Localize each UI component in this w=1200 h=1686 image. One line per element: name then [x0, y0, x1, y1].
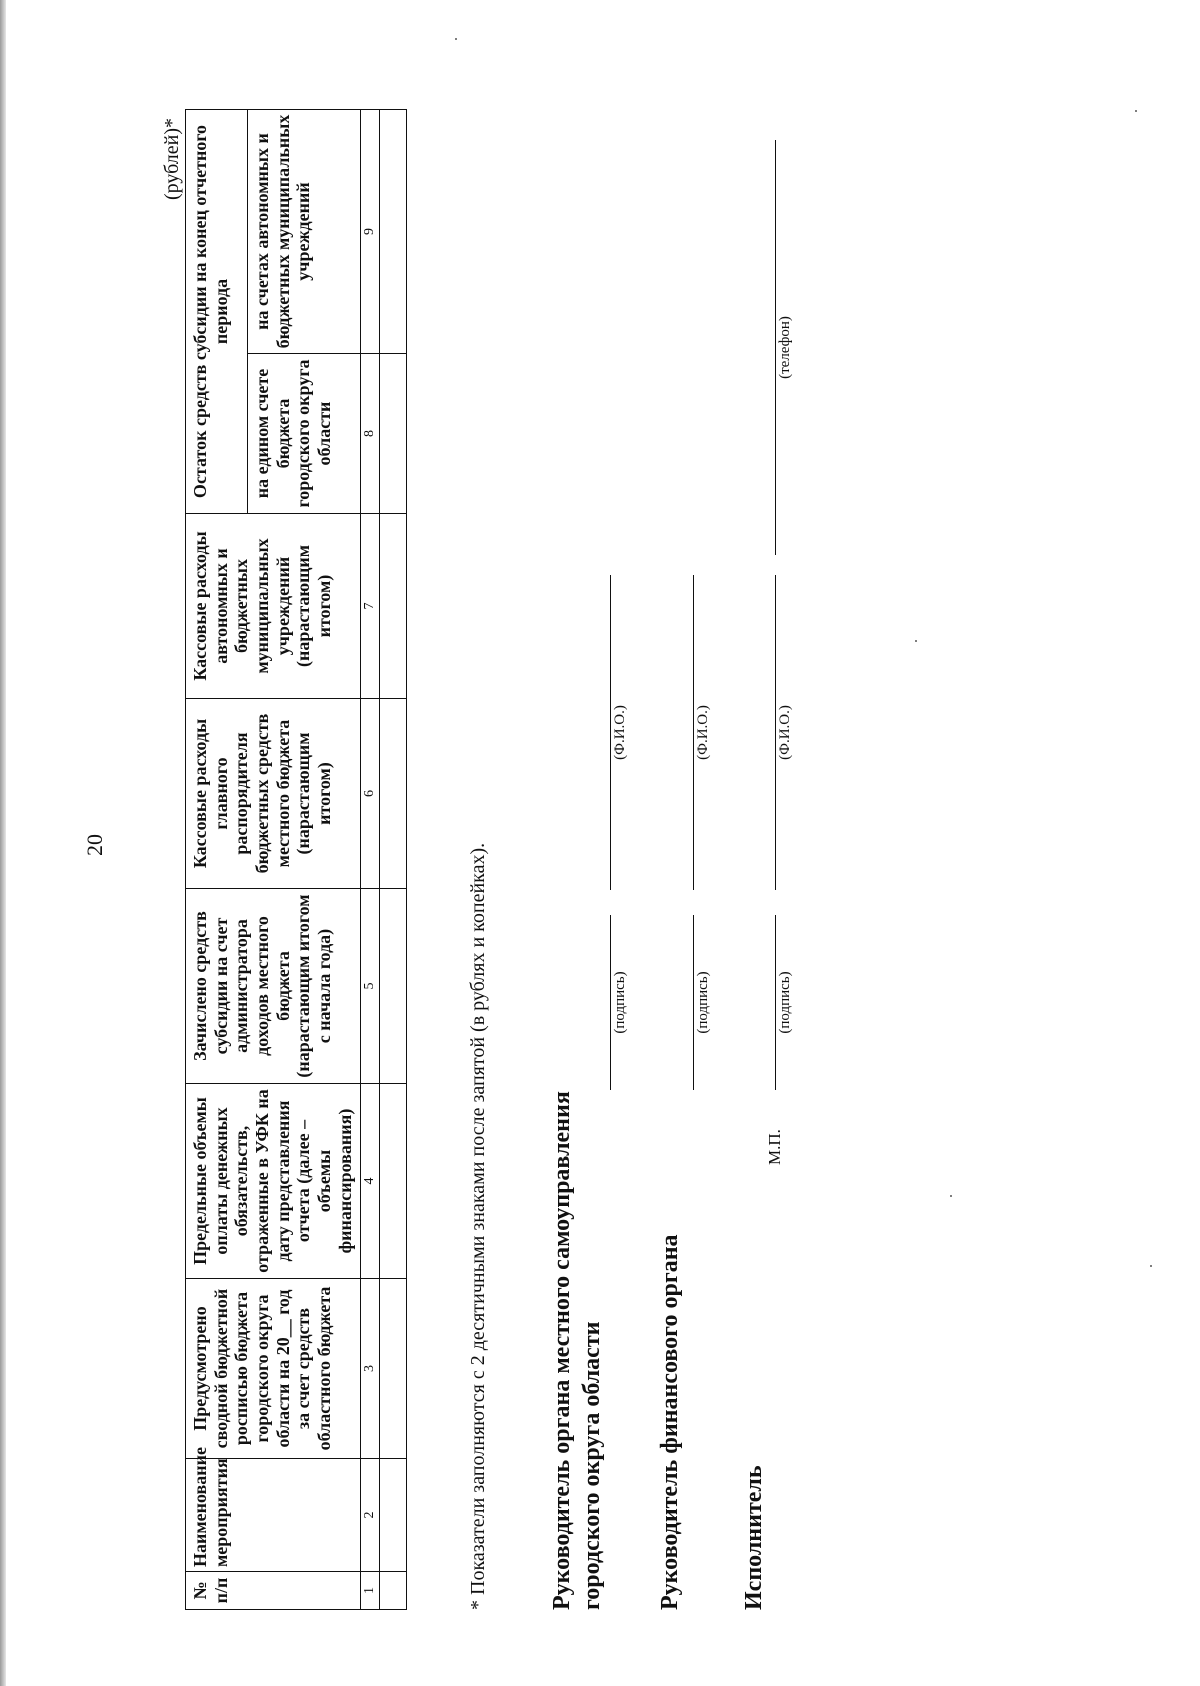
- scan-edge: [0, 0, 6, 1686]
- header-remainder-institutions: на счетах автономных и бюджетных муниципальных учреждений: [247, 109, 360, 353]
- column-number: 2: [360, 1459, 379, 1572]
- units-note: (рублей)*: [161, 118, 183, 201]
- header-cash-main: Кассовые расходы главного распорядителя бюджетных средств местного бюджета (нарастающим итогом): [186, 699, 361, 889]
- table-cell[interactable]: [379, 1459, 406, 1572]
- table-row: [379, 109, 406, 1609]
- header-credited: Зачислено средств субсидии на счет администратора доходов местного бюджета (нарастающим итогом с начала года): [186, 889, 361, 1084]
- table-cell[interactable]: [379, 1279, 406, 1459]
- header-row: [186, 109, 248, 1609]
- signature-caption: (подпись): [777, 971, 793, 1034]
- table-cell[interactable]: [379, 1572, 406, 1610]
- table-cell[interactable]: [379, 109, 406, 353]
- table-cell[interactable]: [379, 514, 406, 699]
- page-number: 20: [82, 834, 107, 856]
- signature-line[interactable]: [775, 915, 776, 1090]
- header-cash-institutions: Кассовые расходы автономных и бюджетных муниципальных учреждений (нарастающим итогом): [186, 514, 361, 699]
- name-caption: (Ф.И.О.): [612, 705, 628, 760]
- column-number: 1: [360, 1572, 379, 1610]
- signature-caption: (подпись): [612, 971, 628, 1034]
- header-planned: Предусмотрено сводной бюджетной росписью бюджета городского округа области на 20__ год за счет средств областного бюджета: [186, 1279, 361, 1459]
- signature-caption: (подпись): [695, 971, 711, 1034]
- head-local-line1: Руководитель органа местного самоуправления: [549, 1091, 575, 1610]
- signature-line[interactable]: [693, 915, 694, 1090]
- column-number-row: [360, 109, 379, 1609]
- header-no: № п/п: [186, 1572, 361, 1610]
- table-cell[interactable]: [379, 354, 406, 514]
- column-number: 8: [360, 354, 379, 514]
- scan-speck: [1150, 1265, 1152, 1267]
- head-local-line2: городского округа области: [579, 1321, 605, 1610]
- scan-speck: [1135, 110, 1137, 112]
- phone-caption: (телефон): [777, 316, 793, 379]
- phone-line[interactable]: [775, 140, 776, 555]
- name-line[interactable]: [610, 575, 611, 890]
- table-cell[interactable]: [379, 699, 406, 889]
- scan-speck: [915, 640, 917, 642]
- scan-speck: [950, 1195, 952, 1197]
- name-caption: (Ф.И.О.): [777, 705, 793, 760]
- column-number: 3: [360, 1279, 379, 1459]
- header-remainder-single: на едином счете бюджета городского округа области: [247, 354, 360, 514]
- head-local-government-label: [547, 1091, 607, 1610]
- header-limits: Предельные объемы оплаты денежных обязательств, отраженные в УФК на дату представления отчета (далее – объемы финансирования): [186, 1084, 361, 1279]
- scan-speck: [455, 38, 457, 40]
- header-name: Наименование мероприятия: [186, 1459, 361, 1572]
- executor-label: Исполнитель: [741, 1465, 767, 1610]
- column-number: 7: [360, 514, 379, 699]
- column-number: 5: [360, 889, 379, 1084]
- table-cell[interactable]: [379, 1084, 406, 1279]
- signature-line[interactable]: [610, 915, 611, 1090]
- name-line[interactable]: [693, 575, 694, 890]
- stamp-place: М.П.: [765, 1129, 784, 1165]
- column-number: 9: [360, 109, 379, 353]
- report-table: [185, 109, 407, 1610]
- footnote: * Показатели заполняются с 2 десятичными знаками после запятой (в рублях и копейках).: [467, 842, 489, 1610]
- name-caption: (Ф.И.О.): [695, 705, 711, 760]
- rotated-page-content: [161, 110, 1015, 1610]
- column-number: 6: [360, 699, 379, 889]
- column-number: 4: [360, 1084, 379, 1279]
- name-line[interactable]: [775, 575, 776, 890]
- header-remainder: Остаток средств субсидии на конец отчетного периода: [186, 109, 248, 513]
- head-finance-label: Руководитель финансового органа: [657, 1234, 683, 1610]
- table-cell[interactable]: [379, 889, 406, 1084]
